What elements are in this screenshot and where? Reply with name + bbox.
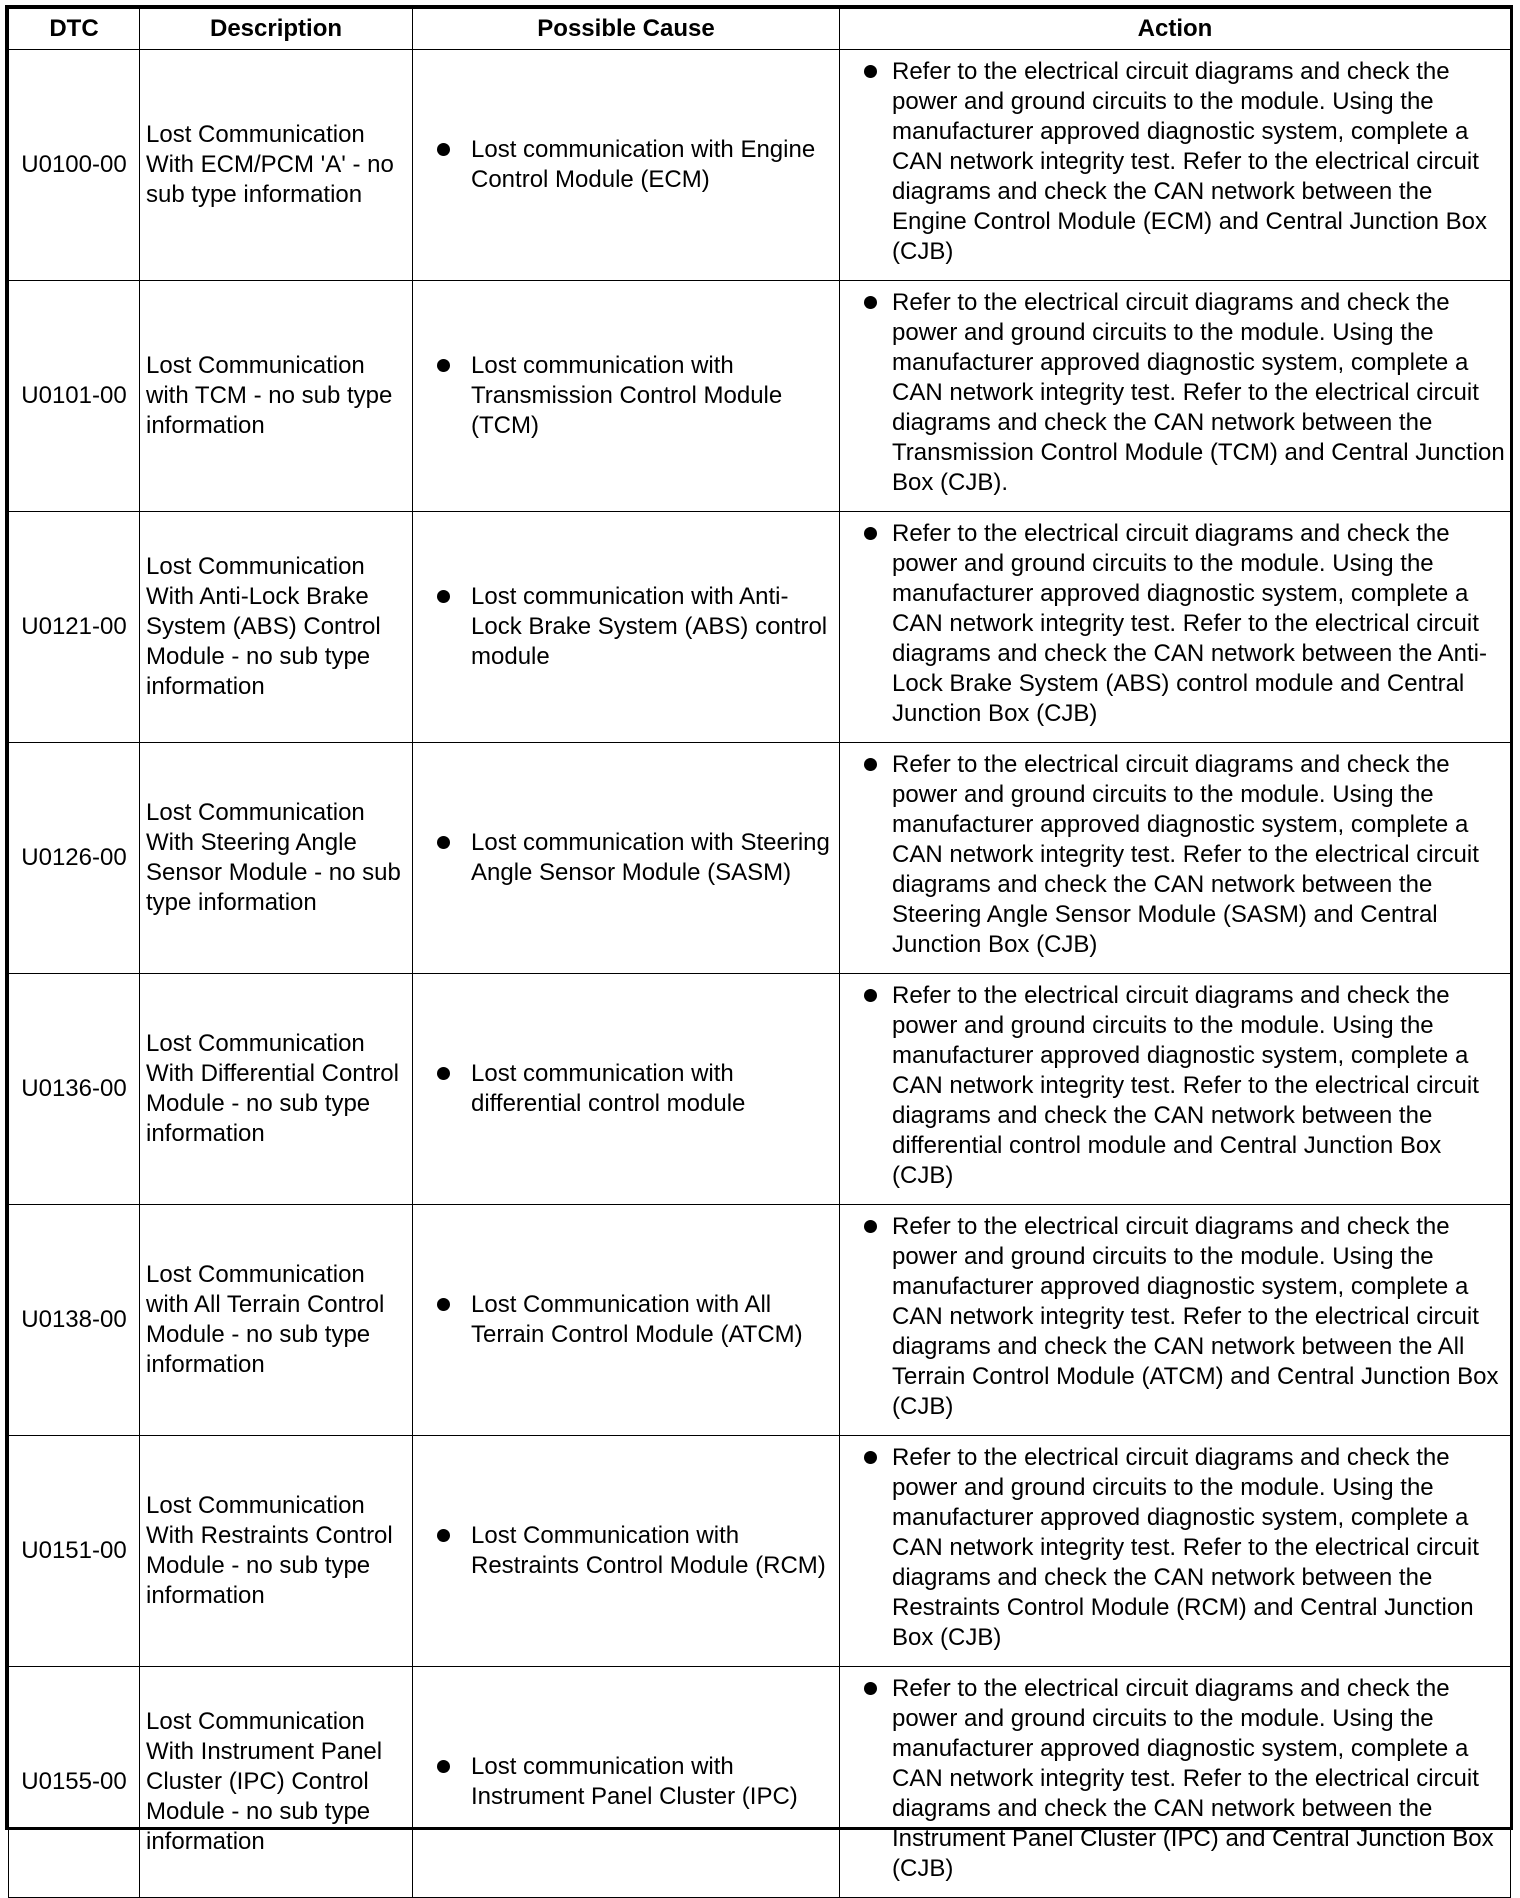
action-cell	[840, 1436, 1511, 1667]
action-cell	[840, 1205, 1511, 1436]
possible-cause-bullet: Lost Communication with All Terrain Control Module (ATCM)	[419, 1290, 833, 1350]
dtc-code: U0100-00	[9, 50, 140, 281]
description-cell: Lost Communication with TCM - no sub type information	[140, 281, 413, 512]
dtc-table-page	[5, 5, 1513, 1882]
column-header-possible-cause: Possible Cause	[413, 9, 840, 50]
column-header-dtc: DTC	[9, 9, 140, 50]
dtc-code: U0138-00	[9, 1205, 140, 1436]
possible-cause-cell	[413, 1436, 840, 1667]
dtc-code: U0136-00	[9, 974, 140, 1205]
dtc-table	[8, 8, 1511, 1898]
table-header-row	[9, 9, 1511, 50]
table-row	[9, 1205, 1511, 1436]
action-bullet: Refer to the electrical circuit diagrams and check the power and ground circuits to the module. Using the manufacturer approved diagnostic system, complete a CAN network integrity test. Refer to the electrical circuit diagrams and check the CAN network between the Steering Angle Sensor Module (SASM) and Central Junction Box (CJB)	[850, 750, 1505, 960]
action-cell	[840, 50, 1511, 281]
possible-cause-cell	[413, 1205, 840, 1436]
possible-cause-bullet: Lost communication with Instrument Panel Cluster (IPC)	[419, 1752, 833, 1812]
action-bullet: Refer to the electrical circuit diagrams and check the power and ground circuits to the module. Using the manufacturer approved diagnostic system, complete a CAN network integrity test. Refer to the electrical circuit diagrams and check the CAN network between the differential control module and Central Junction Box (CJB)	[850, 981, 1505, 1191]
possible-cause-cell	[413, 50, 840, 281]
possible-cause-bullet: Lost communication with Engine Control Module (ECM)	[419, 135, 833, 195]
possible-cause-cell	[413, 281, 840, 512]
dtc-code: U0121-00	[9, 512, 140, 743]
possible-cause-bullet: Lost communication with Steering Angle Sensor Module (SASM)	[419, 828, 833, 888]
possible-cause-cell	[413, 743, 840, 974]
possible-cause-cell	[413, 512, 840, 743]
action-bullet: Refer to the electrical circuit diagrams and check the power and ground circuits to the module. Using the manufacturer approved diagnostic system, complete a CAN network integrity test. Refer to the electrical circuit diagrams and check the CAN network between the Engine Control Module (ECM) and Central Junction Box (CJB)	[850, 57, 1505, 267]
possible-cause-cell	[413, 1667, 840, 1898]
action-cell	[840, 743, 1511, 974]
description-cell: Lost Communication With Instrument Panel Cluster (IPC) Control Module - no sub type information	[140, 1667, 413, 1898]
possible-cause-bullet: Lost communication with Transmission Control Module (TCM)	[419, 351, 833, 441]
description-cell: Lost Communication With Differential Control Module - no sub type information	[140, 974, 413, 1205]
possible-cause-bullet: Lost communication with differential control module	[419, 1059, 833, 1119]
description-cell: Lost Communication With Anti-Lock Brake System (ABS) Control Module - no sub type information	[140, 512, 413, 743]
action-bullet: Refer to the electrical circuit diagrams and check the power and ground circuits to the module. Using the manufacturer approved diagnostic system, complete a CAN network integrity test. Refer to the electrical circuit diagrams and check the CAN network between the Instrument Panel Cluster (IPC) and Central Junction Box (CJB)	[850, 1674, 1505, 1884]
action-bullet: Refer to the electrical circuit diagrams and check the power and ground circuits to the module. Using the manufacturer approved diagnostic system, complete a CAN network integrity test. Refer to the electrical circuit diagrams and check the CAN network between the Transmission Control Module (TCM) and Central Junction Box (CJB).	[850, 288, 1505, 498]
column-header-action: Action	[840, 9, 1511, 50]
possible-cause-bullet: Lost Communication with Restraints Control Module (RCM)	[419, 1521, 833, 1581]
dtc-code: U0126-00	[9, 743, 140, 974]
table-row	[9, 1667, 1511, 1898]
dtc-code: U0151-00	[9, 1436, 140, 1667]
action-bullet: Refer to the electrical circuit diagrams and check the power and ground circuits to the module. Using the manufacturer approved diagnostic system, complete a CAN network integrity test. Refer to the electrical circuit diagrams and check the CAN network between the Restraints Control Module (RCM) and Central Junction Box (CJB)	[850, 1443, 1505, 1653]
description-cell: Lost Communication With Steering Angle Sensor Module - no sub type information	[140, 743, 413, 974]
column-header-description: Description	[140, 9, 413, 50]
table-row	[9, 50, 1511, 281]
dtc-code: U0101-00	[9, 281, 140, 512]
table-row	[9, 974, 1511, 1205]
description-cell: Lost Communication With Restraints Control Module - no sub type information	[140, 1436, 413, 1667]
description-cell: Lost Communication with All Terrain Control Module - no sub type information	[140, 1205, 413, 1436]
dtc-code: U0155-00	[9, 1667, 140, 1898]
action-cell	[840, 974, 1511, 1205]
action-cell	[840, 1667, 1511, 1898]
table-row	[9, 743, 1511, 974]
description-cell: Lost Communication With ECM/PCM 'A' - no sub type information	[140, 50, 413, 281]
possible-cause-bullet: Lost communication with Anti-Lock Brake System (ABS) control module	[419, 582, 833, 672]
action-cell	[840, 281, 1511, 512]
table-row	[9, 1436, 1511, 1667]
table-row	[9, 512, 1511, 743]
possible-cause-cell	[413, 974, 840, 1205]
action-bullet: Refer to the electrical circuit diagrams and check the power and ground circuits to the module. Using the manufacturer approved diagnostic system, complete a CAN network integrity test. Refer to the electrical circuit diagrams and check the CAN network between the All Terrain Control Module (ATCM) and Central Junction Box (CJB)	[850, 1212, 1505, 1422]
action-bullet: Refer to the electrical circuit diagrams and check the power and ground circuits to the module. Using the manufacturer approved diagnostic system, complete a CAN network integrity test. Refer to the electrical circuit diagrams and check the CAN network between the Anti-Lock Brake System (ABS) control module and Central Junction Box (CJB)	[850, 519, 1505, 729]
table-row	[9, 281, 1511, 512]
action-cell	[840, 512, 1511, 743]
